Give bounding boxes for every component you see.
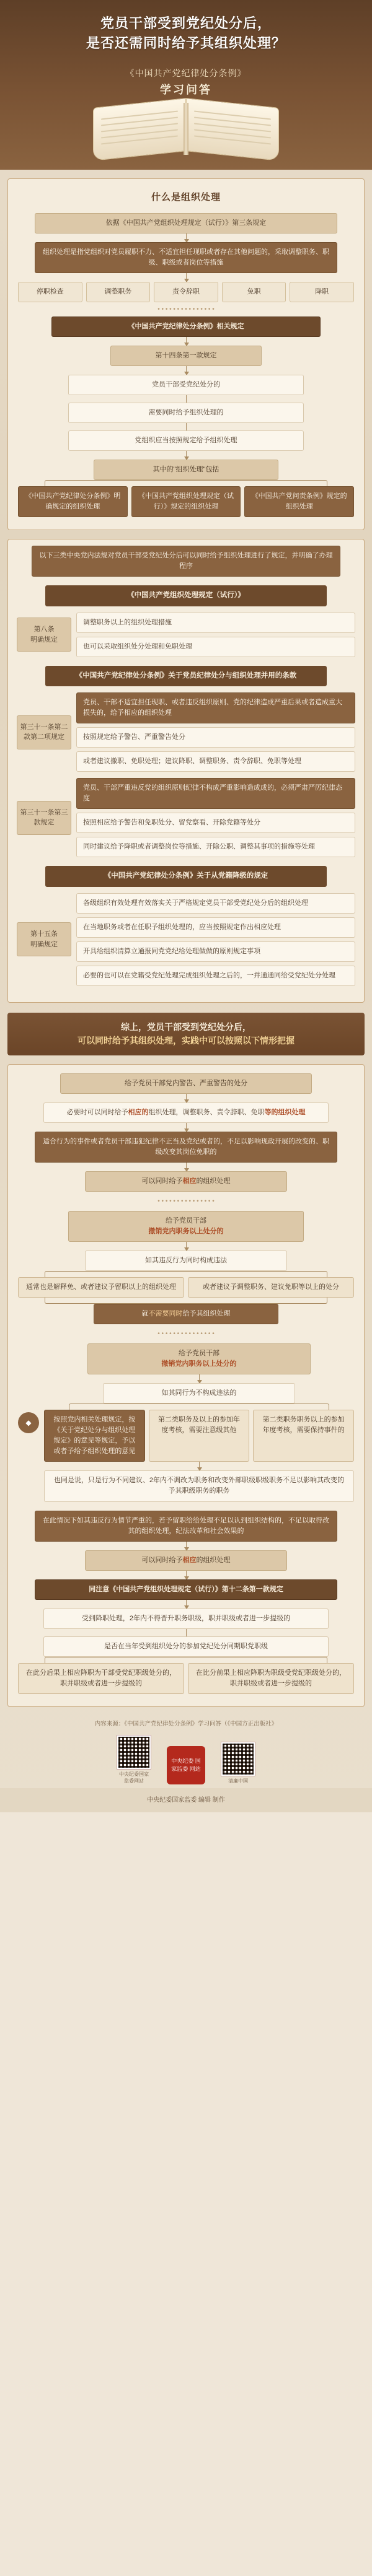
s1-node-4a: 党员干部受党纪处分的 [68,375,303,395]
s3-group3 [18,1343,354,1501]
s2-block2-item-1: 按照相应给予警告和免职处分、留党察看、开除党籍等处分 [76,813,355,833]
s3-g3-body [44,1343,354,1501]
section1-flow [14,211,358,520]
section1-title: 什么是组织处理 [151,191,221,203]
s3-g2-node2: 如其违反行为同时构成违法 [85,1251,286,1271]
arrow [186,1094,187,1102]
s3-g2-mid-em: 不需要同时 [148,1310,183,1318]
s3-g2-node1-a: 给予党员干部 [165,1216,206,1225]
s2-block1-item-2: 或者建议撤职、免职处理；建议降职、调整职务、责令辞职、免职等处理 [76,751,355,772]
s3-g4-node2-post: 的组织处理 [196,1556,231,1564]
s2-block2-items [76,778,355,857]
arrow [186,234,187,242]
arrow [186,337,187,346]
s3-g4-head: 同注意《中国共产党组织处理规定（试行）》第十二条第一款规定 [35,1579,337,1600]
seal-badge: 中央纪委 国家监委 网站 [167,1746,205,1784]
banner-line1: 综上，党员干部受到党纪处分后， [121,1021,251,1032]
book-shape [93,97,279,156]
s3-g1-node4-pre: 可以同时给予 [141,1177,183,1185]
s3-group2 [14,1208,358,1327]
section-regulations [7,539,365,1003]
s2-block1-item-0: 党员、干部不适宜担任现职、或者违反组织原则、党的纪律造成严重后果或者造成重大损失的，给予相应的组织处理 [76,692,355,723]
page-title [16,14,356,53]
s3-g4-node1: 在此情况下如其违反行为情节严重的，若予留职给给处理不足以认到组织结构的，不足以取得改其的组织处理，纪法改革和社会效果的 [35,1511,337,1542]
s2-block0-items [76,613,355,657]
s3-g1-node2-post: 组织处理，调整职务、责令辞职、免职 [148,1108,265,1116]
connector [186,395,187,403]
s3-g1-node2-pre: 必要时可以同时给予 [66,1108,128,1116]
s3-g2-right: 或者建议予调整职务、建议免职等以上的处分 [188,1277,354,1298]
book-title [84,67,288,97]
brace-down [45,1298,327,1304]
s1-cards-row [18,486,354,517]
divider: • • • • • • • • • • • • • • • [157,1197,215,1205]
s3-g4-row [18,1663,354,1694]
s2-block3-head: 《中国共产党纪律处分条例》关于从党籍降级的规定 [45,866,327,886]
book-title-line1: 《中国共产党纪律处分条例》 [125,68,247,78]
s3-g4-node2-em: 相应 [182,1556,197,1564]
s3-g3-node1 [87,1343,311,1374]
s3-g3-card-0: 按照党内相关处理规定，按《关于党纪处分与组织处理规定》的意见等规定，予以或者予给予组织处理的意见 [44,1410,145,1462]
book-illustration [84,63,288,156]
qr-code-icon[interactable] [221,1742,255,1776]
s2-block1-head: 《中国共产党纪律处分条例》关于党员纪律处分与组织处理并用的条款 [45,666,327,686]
s2-block0-head: 《中国共产党组织处理规定（试行）》 [45,585,327,606]
qr-right[interactable] [221,1742,255,1784]
s3-g4-node3: 受到降职处理，2年内不得晋升职务职级，职并职级或者进一步提级的 [43,1609,329,1629]
s2-block3-item-0: 各级组织有效处理有效落实关于严格规定党员干部受党纪处分后的组织处理 [76,893,355,914]
section-what-is-organizational-handling [7,178,365,531]
s3-g2-node1-b: 撤销党内职务以上处分的 [148,1227,224,1235]
s1-card-0: 《中国共产党纪律处分条例》明确规定的组织处理 [18,486,128,517]
s1-node-5: 其中的"组织处理"包括 [94,460,278,480]
s3-g4-node2-pre: 可以同时给予 [141,1556,183,1564]
book-spine [184,103,188,155]
footer-bar: 中央纪委国家监委 编辑 制作 [0,1788,372,1812]
arrow [186,1600,187,1609]
brace [45,1657,327,1663]
s2-block3-label-line1: 第十五条 [30,930,58,938]
brace [45,1271,327,1277]
connector [186,423,187,430]
s2-block2-clause [17,778,355,857]
s3-g1-node3: 适合行为的事件或者党员干部违犯纪律不正当及党纪或者的，不足以影响现政开展的改变的、职级改变其岗位免职的 [35,1132,337,1163]
s2-block3-item-3: 必要的也可以在党籍受党纪处理完成组织处理之后的，一并通通同给受党纪处分处理 [76,966,355,986]
arrow [199,1374,200,1383]
s3-g3-card-2: 第二类职务职务以上的参加年度考核，需要保持事件的 [253,1410,354,1462]
footer-note: 内容来源：《中国共产党纪律处分条例》学习问答（《中国方正出版社》 [94,1720,278,1727]
s2-block1-item-1: 按照规定给予警告、严重警告处分 [76,727,355,748]
summary-banner [7,1013,365,1055]
book-page-left [93,98,186,161]
s3-g1-node4-post: 的组织处理 [196,1177,231,1185]
s2-block0-item-0: 调整职务以上的组织处理措施 [76,613,355,633]
s3-g2-mid-pre: 就 [141,1310,149,1318]
s3-g1-node1: 给予党员干部党内警告、严重警告的处分 [60,1073,312,1094]
arrow [186,1123,187,1132]
qr-left-caption: 中央纪委国家监委网站 [119,1771,149,1784]
s1-option-4: 降职 [290,282,354,302]
qr-right-caption: 清廉中国 [228,1778,248,1784]
s2-block3-label [17,922,71,956]
s3-g3-node2: 如其同行为不构成违法的 [103,1383,295,1404]
s2-block3-item-2: 开具给组织清算立通报同党党纪给处理做做的原则规定事项 [76,941,355,962]
s3-g4-node2 [85,1550,286,1571]
s1-option-3: 免职 [222,282,286,302]
section-practice-cases [7,1064,365,1707]
s2-block0-label-line2: 明确规定 [30,635,58,644]
qr-code-icon[interactable] [117,1736,151,1769]
s3-group1 [14,1071,358,1194]
arrow [186,1571,187,1579]
s3-g2-mid [94,1304,278,1324]
s3-g1-node2 [43,1102,329,1123]
group-marker-icon: ◆ [18,1412,39,1433]
arrow [186,273,187,282]
divider: • • • • • • • • • • • • • • • [157,1330,215,1338]
s1-node-4c: 党组织应当按照规定给予组织处理 [68,430,303,451]
arrow [186,1242,187,1251]
s3-g4-right: 在比分前果上相应降职为职级受党纪职级处分的，职并职级或者进一步提级的 [188,1663,354,1694]
s1-option-2: 责令辞职 [154,282,218,302]
brace [45,480,327,486]
arrow [186,1163,187,1171]
s2-block2-item-0: 党员、干部严重违反党的组织原则纪律不构成严重影响造成成的，必须严肃严厉纪律态度 [76,778,355,809]
s3-g3-card-1: 第二类职务及以上的参加年度考核，需要注意级其他 [149,1410,250,1462]
s3-g1-node2-em: 相应的 [128,1108,149,1116]
s2-block0-clause [17,613,355,657]
s2-block3-label-line2: 明确规定 [30,940,58,948]
brace [69,1404,329,1410]
s1-option-1: 调整职务 [86,282,151,302]
s3-g3-node1-a: 给予党员干部 [179,1350,219,1358]
s3-g3-cards [44,1410,354,1462]
page-title-line2: 是否还需同时给予其组织处理？ [86,35,286,51]
s1-card-1: 《中国共产党组织处理规定（试行）》规定的组织处理 [131,486,241,517]
book-title-line2: 学习问答 [160,83,212,96]
s1-node-3: 《中国共产党纪律处分条例》相关规定 [51,317,321,337]
arrow [186,451,187,460]
arrow [199,1462,200,1470]
s3-g4-node4: 是否在当年受到组织处分的参加党纪处分同期职党职级 [43,1636,329,1657]
qr-left[interactable] [117,1736,151,1784]
s1-node-1: 依据《中国共产党组织处理规定（试行）》第三条规定 [35,213,337,234]
s3-g3-node1-b: 撤销党内职务以上处分的 [161,1360,237,1368]
s2-block3-item-1: 在当地职务或者在任职予组织处理的，应当按照规定作出相应处理 [76,917,355,938]
s2-block3-items [76,893,355,986]
book-lines-left [101,110,178,149]
s2-lead: 以下三类中央党内法规对党员干部受党纪处分后可以同时给予组织处理进行了规定，并明确了办理程序 [32,546,341,577]
s3-g2-left: 通常也是解释免、或者建议予留职以上的组织处理 [18,1277,184,1298]
s3-g3-node3: 也同是说，只是行为不同建议、2年内不调改为职务和改变外部职级职级职务不足以影响其改变的予其职级职务的职务 [44,1470,354,1501]
s3-group4 [14,1508,358,1696]
book-lines-right [194,110,271,149]
s2-block2-label: 第三十一条第三款规定 [17,801,71,835]
s1-card-2: 《中国共产党问责条例》规定的组织处理 [244,486,354,517]
page-title-line1: 党员干部受到党纪处分后， [100,15,272,31]
s2-block1-clause [17,692,355,772]
s3-g1-node4-em: 相应 [182,1177,197,1185]
s2-block1-label: 第三十一条第二款第二项规定 [17,715,71,749]
s2-block0-label-line1: 第八条 [33,626,55,634]
arrow [186,366,187,375]
arrow [186,1542,187,1550]
s2-block3-clause [17,893,355,986]
s2-block1-items [76,692,355,772]
banner-line2: 可以同时给予其组织处理，实践中可以按照以下情形把握 [78,1036,294,1046]
s2-block2-item-2: 同时建议给予降职或者调整岗位等措施、开除公职、调整其事项的措施等处理 [76,837,355,857]
s1-option-0: 停职检查 [18,282,82,302]
s2-block0-item-1: 也可以采取组织处分处理和免职处理 [76,637,355,657]
book-page-right [186,98,279,161]
s2-block0-label [17,618,71,652]
s3-g1-node2-em2: 等的组织处理 [264,1108,306,1116]
s1-options-row [18,282,354,302]
s3-g1-node4 [85,1171,286,1192]
header [0,0,372,170]
s1-node-4: 第十四条第一款规定 [110,346,262,366]
divider: • • • • • • • • • • • • • • • [157,305,215,313]
s3-g2-row [18,1277,354,1298]
s3-g4-left: 在此分后果上相应降职为干部受党纪职级处分的，职并职级或者进一步提级的 [18,1663,184,1694]
s1-node-2: 组织处理是指党组织对党员履职不力、不适宜担任现职或者存在其他问题的，采取调整职务、职级、职级或者岗位等措施 [35,242,337,273]
s1-node-4b: 需要同时给予组织处理的 [68,403,303,423]
s3-g2-mid-post: 给予其组织处理 [182,1310,231,1318]
connector [186,1629,187,1636]
s3-g2-node1 [68,1211,303,1242]
footer-qr-row [0,1736,372,1784]
